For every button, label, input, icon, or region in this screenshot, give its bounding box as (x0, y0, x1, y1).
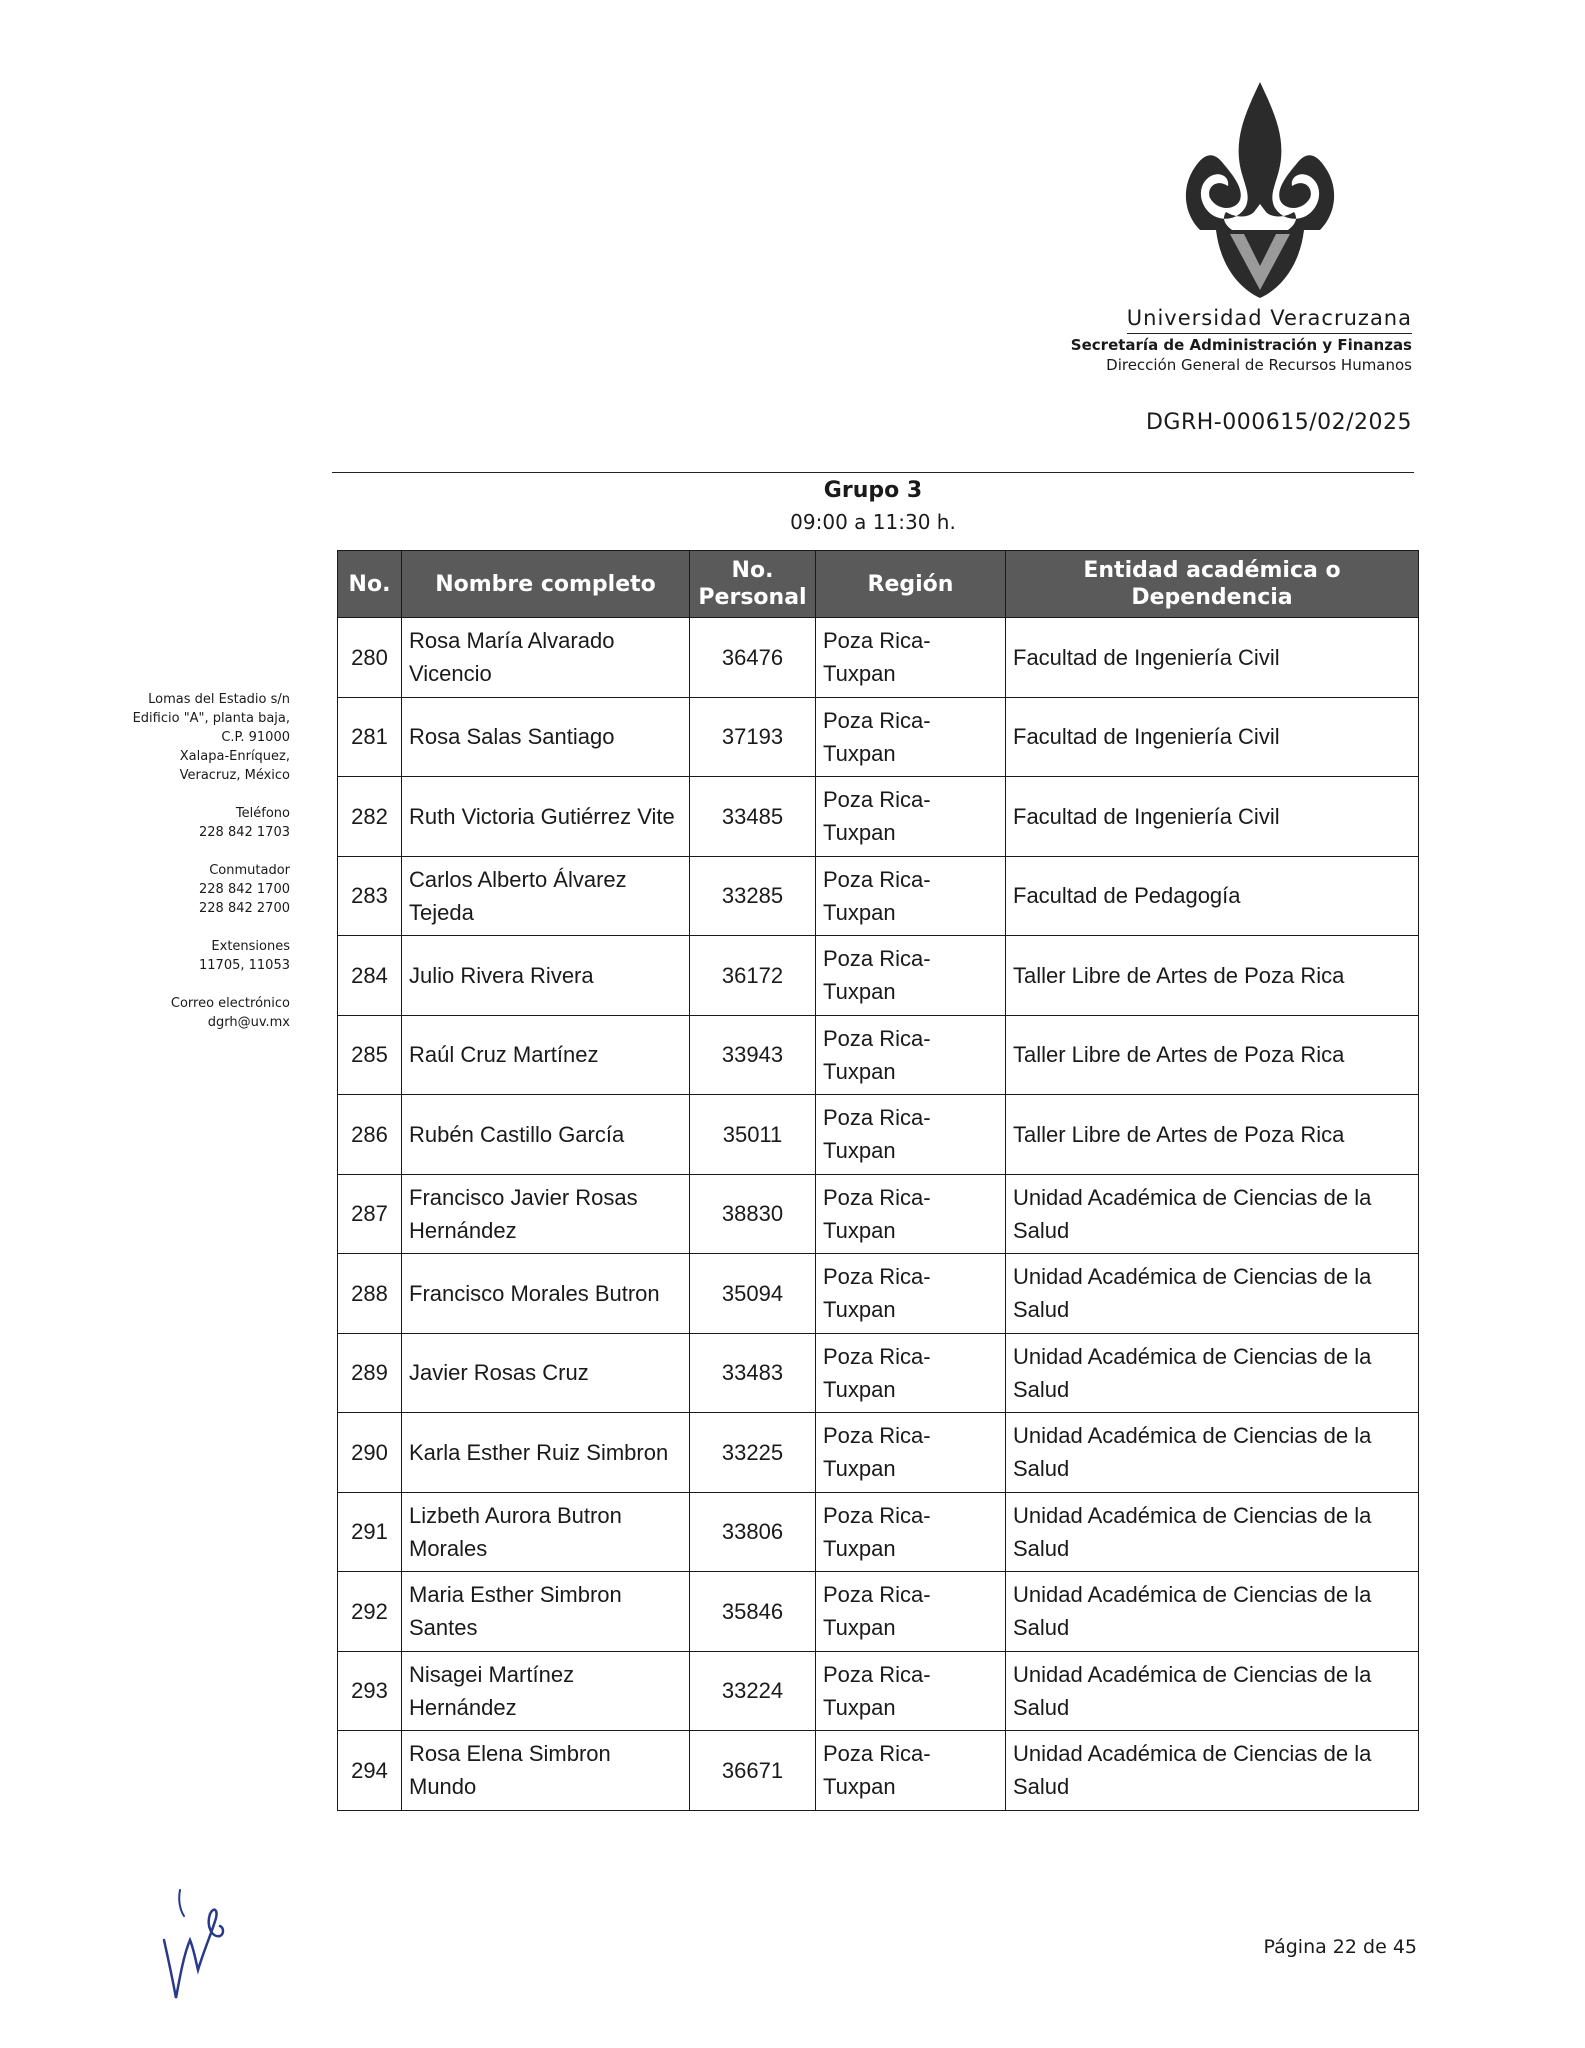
row-number: 292 (338, 1572, 402, 1652)
full-name: Maria Esther Simbron Santes (402, 1572, 690, 1652)
table-row (338, 1333, 1419, 1413)
region: Poza Rica-Tuxpan (816, 1731, 1006, 1811)
secretariat-name: Secretaría de Administración y Finanzas (1070, 336, 1412, 354)
row-number: 284 (338, 936, 402, 1016)
row-number: 285 (338, 1015, 402, 1095)
signature-icon (150, 1880, 240, 2010)
region: Poza Rica-Tuxpan (816, 1492, 1006, 1572)
row-number: 287 (338, 1174, 402, 1254)
row-number: 286 (338, 1095, 402, 1175)
full-name: Carlos Alberto Álvarez Tejeda (402, 856, 690, 936)
personal-number: 33806 (690, 1492, 816, 1572)
extensions-value: 11705, 11053 (199, 958, 290, 973)
university-logo-icon (1170, 78, 1350, 303)
address-line: Veracruz, México (179, 768, 290, 783)
full-name: Francisco Javier Rosas Hernández (402, 1174, 690, 1254)
region: Poza Rica-Tuxpan (816, 856, 1006, 936)
row-number: 283 (338, 856, 402, 936)
table-row (338, 1174, 1419, 1254)
academic-entity: Unidad Académica de Ciencias de la Salud (1006, 1254, 1419, 1334)
academic-entity: Facultad de Pedagogía (1006, 856, 1419, 936)
column-header-entity: Entidad académica o Dependencia (1006, 551, 1419, 618)
personal-number: 33943 (690, 1015, 816, 1095)
phone-number: 228 842 1703 (199, 825, 290, 840)
academic-entity: Unidad Académica de Ciencias de la Salud (1006, 1174, 1419, 1254)
document-number: DGRH-000615/02/2025 (1145, 410, 1412, 435)
personal-number: 35094 (690, 1254, 816, 1334)
row-number: 288 (338, 1254, 402, 1334)
table-row (338, 856, 1419, 936)
row-number: 293 (338, 1651, 402, 1731)
table-row (338, 1015, 1419, 1095)
table-row (338, 697, 1419, 777)
row-number: 290 (338, 1413, 402, 1493)
full-name: Julio Rivera Rivera (402, 936, 690, 1016)
group-time: 09:00 a 11:30 h. (790, 510, 956, 534)
region: Poza Rica-Tuxpan (816, 618, 1006, 698)
email-address: dgrh@uv.mx (207, 1015, 290, 1030)
switchboard-number: 228 842 2700 (199, 901, 290, 916)
academic-entity: Unidad Académica de Ciencias de la Salud (1006, 1651, 1419, 1731)
full-name: Javier Rosas Cruz (402, 1333, 690, 1413)
personal-number: 33224 (690, 1651, 816, 1731)
full-name: Ruth Victoria Gutiérrez Vite (402, 777, 690, 857)
full-name: Rosa Elena Simbron Mundo (402, 1731, 690, 1811)
academic-entity: Unidad Académica de Ciencias de la Salud (1006, 1492, 1419, 1572)
personal-number: 33225 (690, 1413, 816, 1493)
full-name: Nisagei Martínez Hernández (402, 1651, 690, 1731)
full-name: Rosa María Alvarado Vicencio (402, 618, 690, 698)
region: Poza Rica-Tuxpan (816, 1095, 1006, 1175)
table-row (338, 1651, 1419, 1731)
region: Poza Rica-Tuxpan (816, 1333, 1006, 1413)
academic-entity: Taller Libre de Artes de Poza Rica (1006, 1015, 1419, 1095)
table-row (338, 1572, 1419, 1652)
row-number: 281 (338, 697, 402, 777)
column-header-region: Región (816, 551, 1006, 618)
column-header-personal: No. Personal (690, 551, 816, 618)
personal-number: 36172 (690, 936, 816, 1016)
table-row (338, 618, 1419, 698)
contact-sidebar (110, 690, 290, 1051)
personal-number: 33485 (690, 777, 816, 857)
full-name: Rosa Salas Santiago (402, 697, 690, 777)
region: Poza Rica-Tuxpan (816, 1015, 1006, 1095)
row-number: 282 (338, 777, 402, 857)
personal-number: 33285 (690, 856, 816, 936)
personal-number: 33483 (690, 1333, 816, 1413)
personal-number: 35846 (690, 1572, 816, 1652)
table-header-row (338, 551, 1419, 618)
institution-block (1071, 306, 1412, 374)
academic-entity: Taller Libre de Artes de Poza Rica (1006, 936, 1419, 1016)
table-row (338, 777, 1419, 857)
academic-entity: Taller Libre de Artes de Poza Rica (1006, 1095, 1419, 1175)
row-number: 289 (338, 1333, 402, 1413)
table-row (338, 936, 1419, 1016)
column-header-name: Nombre completo (402, 551, 690, 618)
table-row (338, 1413, 1419, 1493)
page-number: Página 22 de 45 (1263, 1936, 1417, 1958)
switchboard-label: Conmutador (209, 863, 290, 878)
email-block (110, 994, 290, 1032)
address-line: Xalapa-Enríquez, (179, 749, 290, 764)
row-number: 294 (338, 1731, 402, 1811)
participants-table (337, 550, 1419, 1811)
academic-entity: Unidad Académica de Ciencias de la Salud (1006, 1572, 1419, 1652)
academic-entity: Unidad Académica de Ciencias de la Salud (1006, 1731, 1419, 1811)
personal-number: 35011 (690, 1095, 816, 1175)
table-row (338, 1731, 1419, 1811)
table-row (338, 1492, 1419, 1572)
personal-number: 37193 (690, 697, 816, 777)
full-name: Rubén Castillo García (402, 1095, 690, 1175)
region: Poza Rica-Tuxpan (816, 1413, 1006, 1493)
full-name: Raúl Cruz Martínez (402, 1015, 690, 1095)
address-block (110, 690, 290, 785)
region: Poza Rica-Tuxpan (816, 936, 1006, 1016)
column-header-no: No. (338, 551, 402, 618)
address-line: Lomas del Estadio s/n (148, 692, 290, 707)
academic-entity: Facultad de Ingeniería Civil (1006, 618, 1419, 698)
region: Poza Rica-Tuxpan (816, 1254, 1006, 1334)
personal-number: 36476 (690, 618, 816, 698)
full-name: Karla Esther Ruiz Simbron (402, 1413, 690, 1493)
extensions-block (110, 937, 290, 975)
academic-entity: Unidad Académica de Ciencias de la Salud (1006, 1333, 1419, 1413)
region: Poza Rica-Tuxpan (816, 1651, 1006, 1731)
switchboard-number: 228 842 1700 (199, 882, 290, 897)
personal-number: 36671 (690, 1731, 816, 1811)
table-row (338, 1254, 1419, 1334)
address-line: C.P. 91000 (221, 730, 290, 745)
email-label: Correo electrónico (170, 996, 290, 1011)
table-row (338, 1095, 1419, 1175)
region: Poza Rica-Tuxpan (816, 697, 1006, 777)
academic-entity: Facultad de Ingeniería Civil (1006, 777, 1419, 857)
academic-entity: Facultad de Ingeniería Civil (1006, 697, 1419, 777)
direction-name: Dirección General de Recursos Humanos (1106, 356, 1412, 374)
address-line: Edificio "A", planta baja, (132, 711, 290, 726)
region: Poza Rica-Tuxpan (816, 1174, 1006, 1254)
academic-entity: Unidad Académica de Ciencias de la Salud (1006, 1413, 1419, 1493)
region: Poza Rica-Tuxpan (816, 777, 1006, 857)
personal-number: 38830 (690, 1174, 816, 1254)
region: Poza Rica-Tuxpan (816, 1572, 1006, 1652)
switchboard-block (110, 861, 290, 918)
university-name: Universidad Veracruzana (1127, 306, 1412, 334)
row-number: 291 (338, 1492, 402, 1572)
phone-block (110, 804, 290, 842)
group-title: Grupo 3 (823, 478, 923, 503)
row-number: 280 (338, 618, 402, 698)
header-divider (332, 472, 1414, 473)
extensions-label: Extensiones (211, 939, 290, 954)
full-name: Lizbeth Aurora Butron Morales (402, 1492, 690, 1572)
full-name: Francisco Morales Butron (402, 1254, 690, 1334)
phone-label: Teléfono (235, 806, 290, 821)
